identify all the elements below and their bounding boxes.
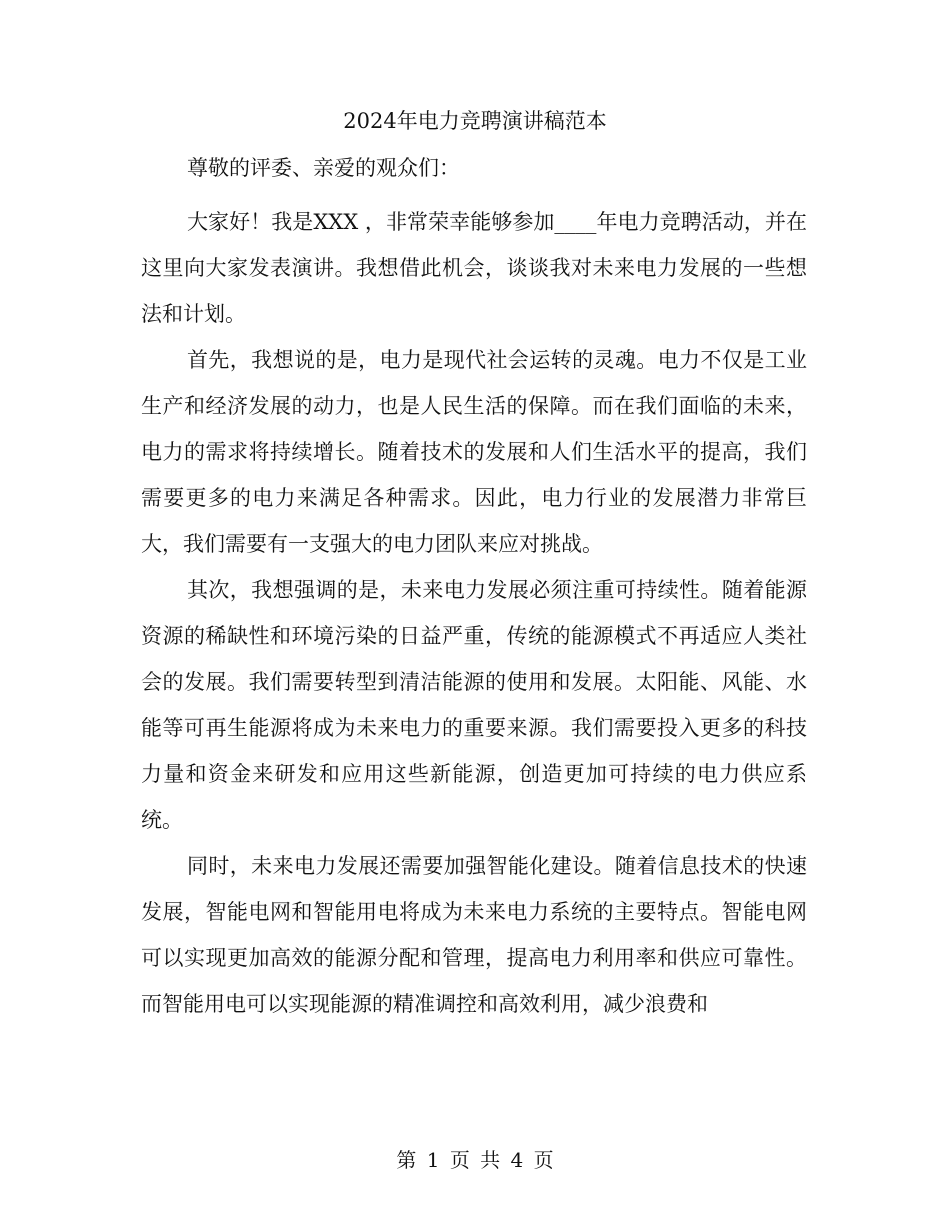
salutation: 尊敬的评委、亲爱的观众们： — [187, 156, 460, 180]
page-number-footer: 第 1 页 共 4 页 — [396, 1148, 554, 1172]
paragraph-first-point: 首先，我想说的是，电力是现代社会运转的灵魂。电力不仅是工业生产和经济发展的动力，也是人民生活的保障。而在我们面临的未来，电力的需求将持续增长。随着技术的发展和人们生活水平的提高，我们需要更多的电力来满足各种需求。因此，电力行业的发展潜力非常巨大，我们需要有一支强大的电力团队来应对挑战。 — [141, 348, 807, 556]
paragraph-intro: 大家好！我是XXX ，非常荣幸能够参加____年电力竞聘活动，并在这里向大家发表演讲。我想借此机会，谈谈我对未来电力发展的一些想法和计划。 — [141, 210, 807, 326]
paragraph-second-point: 其次，我想强调的是，未来电力发展必须注重可持续性。随着能源资源的稀缺性和环境污染的日益严重，传统的能源模式不再适应人类社会的发展。我们需要转型到清洁能源的使用和发展。太阳能、风能、水能等可再生能源将成为未来电力的重要来源。我们需要投入更多的科技力量和资金来研发和应用这些新能源，创造更加可持续的电力供应系统。 — [141, 578, 807, 832]
document-title: 2024年电力竞聘演讲稿范本 — [343, 109, 607, 133]
paragraph-third-point: 同时，未来电力发展还需要加强智能化建设。随着信息技术的快速发展，智能电网和智能用电将成为未来电力系统的主要特点。智能电网可以实现更加高效的能源分配和管理，提高电力利用率和供应可靠性。而智能用电可以实现能源的精准调控和高效利用，减少浪费和 — [141, 854, 807, 1016]
document-body — [141, 199, 807, 1027]
